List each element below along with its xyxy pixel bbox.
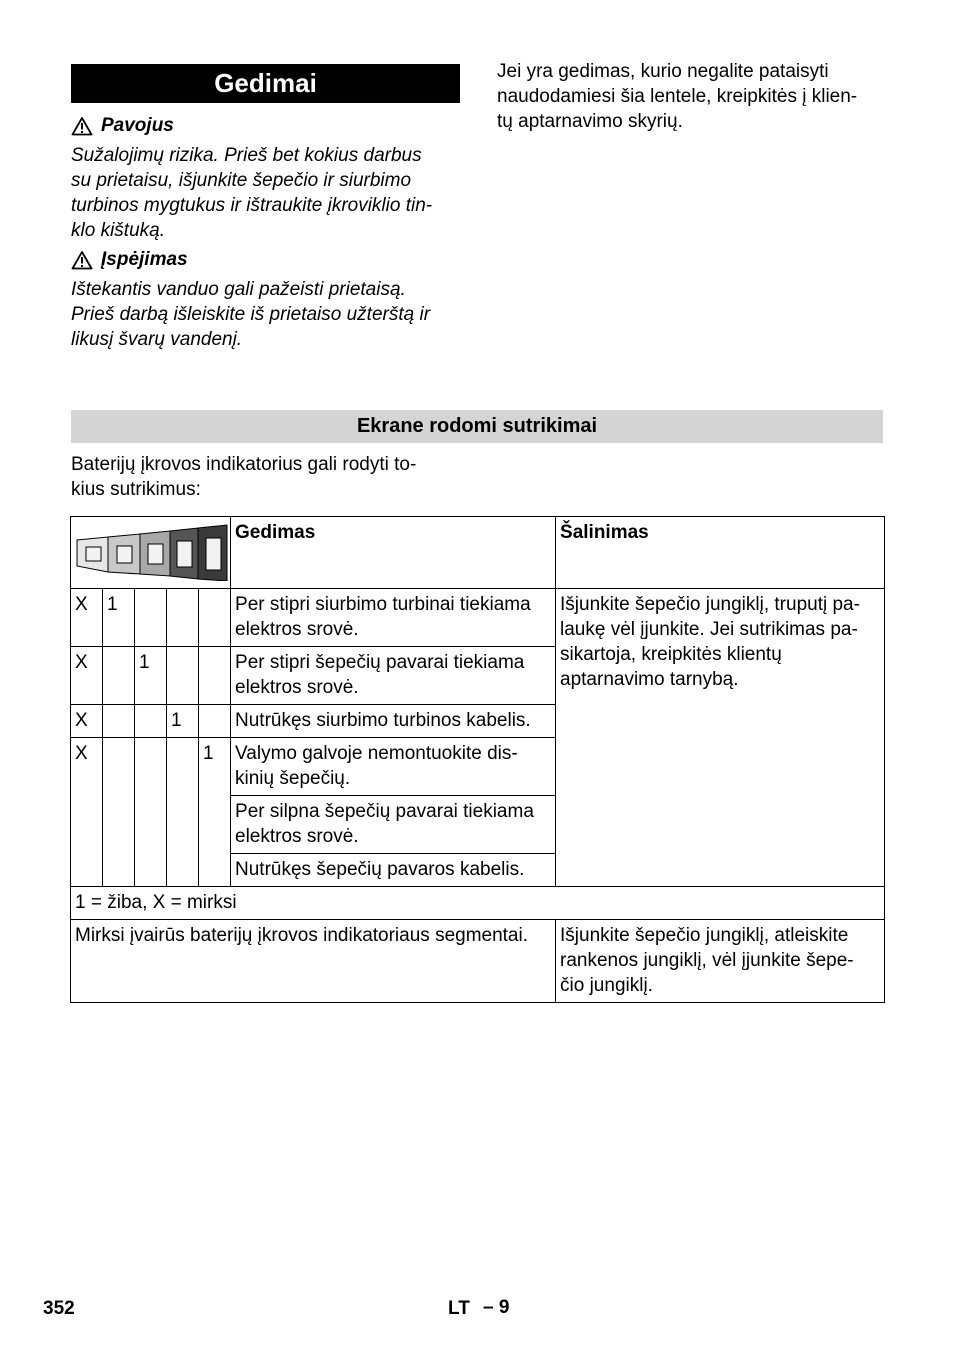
mark-cell: X (71, 647, 103, 705)
mark-cell (199, 589, 231, 647)
text-line: elektros srovė. (235, 826, 359, 847)
text-line: likusį švarų vandenį. (71, 329, 243, 350)
mark-cell: 1 (199, 738, 231, 887)
fault-cell: Mirksi įvairūs baterijų įkrovos indikatoriaus segmentai. (71, 920, 556, 1003)
mark-cell (103, 705, 135, 738)
section-intro (71, 452, 416, 502)
text-line: Nutrūkęs šepečių pavaros kabelis. (235, 859, 525, 880)
warning-triangle-icon (71, 250, 93, 270)
text-line: Nutrūkęs siurbimo turbinos kabelis. (235, 710, 531, 731)
text-line: Išjunkite šepečio jungiklį, atleiskite (560, 925, 849, 946)
mark-cell: 1 (103, 589, 135, 647)
mark-cell: 1 (135, 647, 167, 705)
text-line: su prietaisu, išjunkite šepečio ir siurbimo (71, 170, 412, 191)
mark-cell (135, 705, 167, 738)
header-remedy: Šalinimas (556, 517, 885, 589)
remedy-cell (556, 920, 885, 1003)
table-header-row (71, 517, 885, 589)
text-line: Per silpna šepečių pavarai tiekiama (235, 801, 534, 822)
fault-cell (231, 705, 556, 738)
danger-heading-text: Pavojus (101, 115, 174, 136)
battery-indicator-icon (74, 523, 228, 581)
text-line: Ištekantis vanduo gali pažeisti prietaisą. (71, 279, 406, 300)
text-line: klo kištuką. (71, 220, 165, 241)
danger-text (71, 143, 432, 243)
text-line: Baterijų įkrovos indikatorius gali rodyti to- (71, 454, 417, 475)
mark-cell (135, 738, 167, 887)
text-line: sikartoja, kreipkitės klientų (560, 644, 782, 665)
mark-cell (135, 589, 167, 647)
mark-cell (167, 589, 199, 647)
table-row (71, 920, 885, 1003)
mark-cell (103, 647, 135, 705)
legend-row (71, 887, 885, 920)
mark-cell (103, 738, 135, 887)
section-title-gedimai: Gedimai (71, 64, 460, 103)
fault-cell (231, 796, 556, 854)
text-line: Per stipri siurbimo turbinai tiekiama (235, 594, 531, 615)
text-line: Jei yra gedimas, kurio negalite pataisyti (497, 61, 829, 82)
mark-cell (167, 738, 199, 887)
legend-cell: 1 = žiba, X = mirksi (71, 887, 885, 920)
right-column-text (497, 59, 857, 134)
text-line: Sužalojimų rizika. Prieš bet kokius darbus (71, 145, 422, 166)
warning-triangle-icon (71, 116, 93, 136)
text-line: rankenos jungiklį, vėl įjunkite šepe- (560, 950, 854, 971)
text-line: čio jungiklį. (560, 975, 653, 996)
header-fault: Gedimas (231, 517, 556, 589)
text-line: Prieš darbą išleiskite iš prietaiso užterštą ir (71, 304, 431, 325)
text-line: naudodamiesi šia lentele, kreipkitės į klien- (497, 86, 858, 107)
danger-heading (71, 114, 174, 138)
text-line: kius sutrikimus: (71, 479, 201, 500)
text-line: elektros srovė. (235, 677, 359, 698)
table-row (71, 589, 885, 647)
fault-cell (231, 647, 556, 705)
fault-table (70, 516, 885, 1003)
mark-cell (199, 705, 231, 738)
mark-cell: 1 (167, 705, 199, 738)
remedy-cell (556, 589, 885, 887)
fault-cell (231, 738, 556, 796)
text-line: aptarnavimo tarnybą. (560, 669, 739, 690)
warning-text (71, 277, 430, 352)
warning-heading-text: Įspėjimas (101, 249, 188, 270)
warning-heading (71, 248, 188, 272)
text-line: Valymo galvoje nemontuokite dis- (235, 743, 518, 764)
text-line: laukę vėl įjunkite. Jei sutrikimas pa- (560, 619, 858, 640)
language-code: LT (448, 1298, 470, 1319)
text-line: turbinos mygtukus ir ištraukite įkroviklio tin- (71, 195, 433, 216)
page-reference: – 9 (483, 1297, 510, 1318)
text-line: Išjunkite šepečio jungiklį, truputį pa- (560, 594, 860, 615)
section-title-display-faults: Ekrane rodomi sutrikimai (71, 410, 883, 443)
mark-cell (167, 647, 199, 705)
fault-cell (231, 589, 556, 647)
mark-cell: X (71, 589, 103, 647)
fault-cell (231, 854, 556, 887)
text-line: Per stipri šepečių pavarai tiekiama (235, 652, 525, 673)
battery-indicator-cell (71, 517, 231, 589)
mark-cell: X (71, 705, 103, 738)
text-line: elektros srovė. (235, 619, 359, 640)
mark-cell: X (71, 738, 103, 887)
text-line: tų aptarnavimo skyrių. (497, 111, 683, 132)
page-number: 352 (43, 1298, 75, 1319)
text-line: kinių šepečių. (235, 768, 351, 789)
mark-cell (199, 647, 231, 705)
